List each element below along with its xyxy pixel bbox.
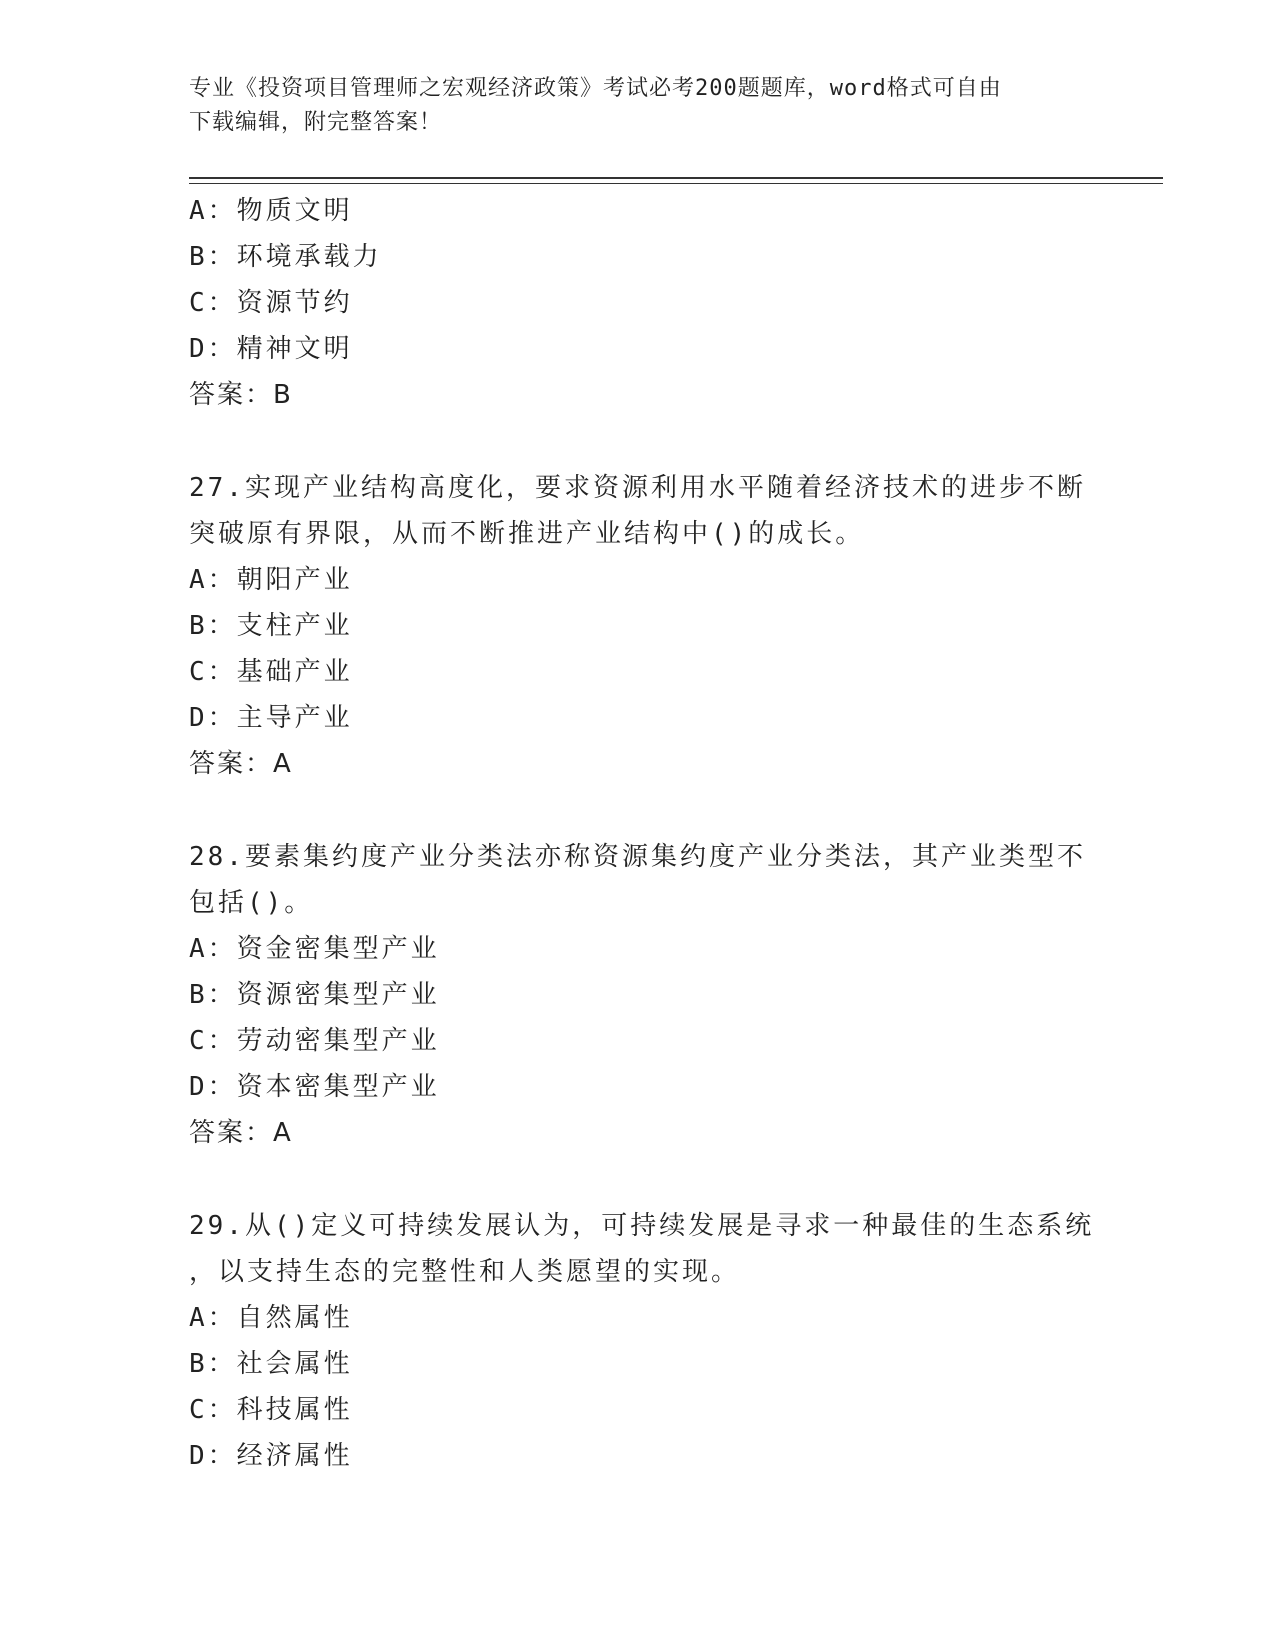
answer-line: 答案：B <box>189 380 293 410</box>
question-26-tail <box>189 188 1089 418</box>
spacer <box>189 787 1089 834</box>
option-d: D：经济属性 <box>189 1441 353 1471</box>
answer-line: 答案：A <box>189 749 293 779</box>
spacer <box>189 1156 1089 1203</box>
option-b: B：支柱产业 <box>189 611 353 641</box>
question-27 <box>189 465 1089 787</box>
header-rule-thin <box>189 183 1163 184</box>
question-stem-line-2: 包括()。 <box>189 888 314 918</box>
question-stem-line-2: 突破原有界限，从而不断推进产业结构中()的成长。 <box>189 519 865 549</box>
option-b: B：环境承载力 <box>189 242 382 272</box>
option-b: B：社会属性 <box>189 1349 353 1379</box>
option-c: C：基础产业 <box>189 657 353 687</box>
header-line-1: 专业《投资项目管理师之宏观经济政策》考试必考200题题库，word格式可自由 <box>189 76 1002 101</box>
option-d: D：精神文明 <box>189 334 353 364</box>
header-line-2: 下载编辑，附完整答案！ <box>189 110 443 135</box>
page-header <box>189 72 1089 140</box>
question-stem-line-2: ，以支持生态的完整性和人类愿望的实现。 <box>189 1257 741 1287</box>
option-a: A：自然属性 <box>189 1303 353 1333</box>
option-b: B：资源密集型产业 <box>189 980 440 1010</box>
option-a: A：朝阳产业 <box>189 565 353 595</box>
question-28 <box>189 834 1089 1156</box>
header-rule-thick <box>189 177 1163 179</box>
option-c: C：科技属性 <box>189 1395 353 1425</box>
option-c: C：资源节约 <box>189 288 353 318</box>
question-content <box>189 188 1095 1479</box>
question-stem-line-1: 28.要素集约度产业分类法亦称资源集约度产业分类法，其产业类型不 <box>189 842 1086 872</box>
question-29 <box>189 1203 1095 1479</box>
spacer <box>189 418 1089 465</box>
option-d: D：主导产业 <box>189 703 353 733</box>
option-a: A：物质文明 <box>189 196 353 226</box>
question-stem-line-1: 29.从()定义可持续发展认为，可持续发展是寻求一种最佳的生态系统 <box>189 1211 1095 1241</box>
question-stem-line-1: 27.实现产业结构高度化，要求资源利用水平随着经济技术的进步不断 <box>189 473 1086 503</box>
answer-line: 答案：A <box>189 1118 293 1148</box>
option-d: D：资本密集型产业 <box>189 1072 440 1102</box>
option-a: A：资金密集型产业 <box>189 934 440 964</box>
option-c: C：劳动密集型产业 <box>189 1026 440 1056</box>
